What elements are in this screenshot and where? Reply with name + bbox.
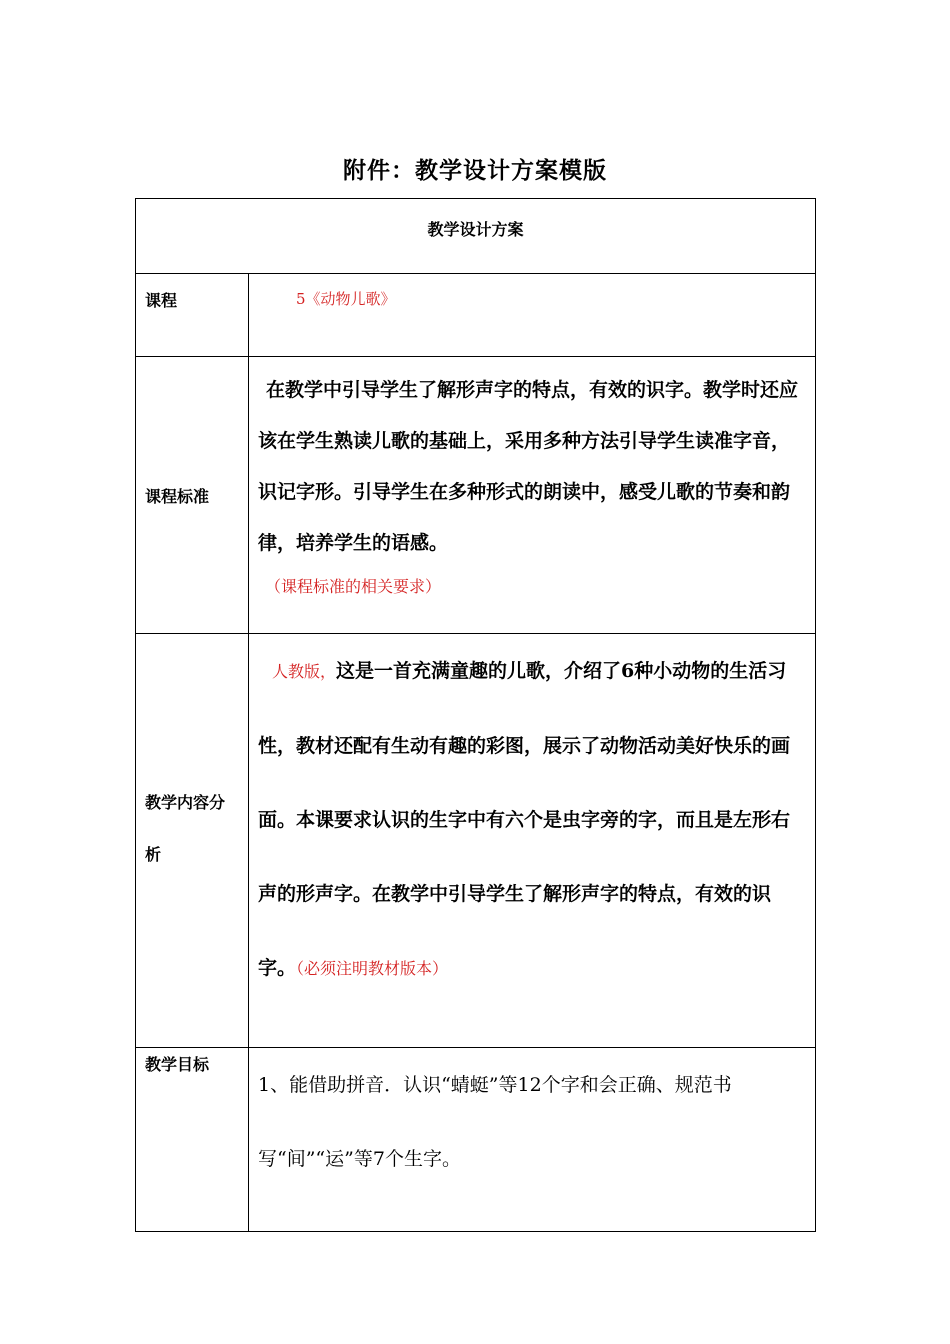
document-title: 附件：教学设计方案模版 [343,157,607,184]
course-label-text: 课程 [145,291,178,310]
standard-cell [249,357,816,634]
teaching-plan-table [135,198,816,1232]
goals-label [136,1048,249,1232]
content-text: 这是一首充满童趣的儿歌，介绍了6种小动物的生活习性，教材还配有生动有趣的彩图，展示了动物活动美好快乐的画面。本课要求认识的生字中有六个是虫字旁的字，而且是左形右声的形声字。在教学中引导学生了解形声字的特点，有效的识字。 [258,660,791,979]
table-header-text: 教学设计方案 [427,220,524,239]
content-label [136,634,249,1048]
standard-label-text: 课程标准 [145,486,210,506]
table-header [136,199,816,274]
table-row-course [136,274,816,357]
course-value: 5《动物儿歌》 [249,274,816,357]
goals-cell [249,1048,816,1232]
course-label [136,274,249,357]
goals-label-text: 教学目标 [145,1055,210,1074]
content-label-text: 教学内容分析 [145,793,226,864]
standard-note: （课程标准的相关要求） [265,577,442,596]
content-cell [249,634,816,1048]
table-row-goals [136,1048,816,1232]
table-row-standard [136,357,816,634]
edition-note: 人教版， [272,662,337,681]
goals-text: 1、能借助拼音．认识“蜻蜓”等12个字和会正确、规范书写“间”“运”等7个生字。 [258,1074,732,1170]
standard-text: 在教学中引导学生了解形声字的特点，有效的识字。教学时还应该在学生熟读儿歌的基础上，采用多种方法引导学生读准字音，识记字形。引导学生在多种形式的朗读中，感受儿歌的节奏和韵律，培养学生的语感。 [258,379,799,554]
standard-label [136,357,249,634]
table-row-content-analysis [136,634,816,1048]
content-note: （必须注明教材版本） [296,959,449,978]
